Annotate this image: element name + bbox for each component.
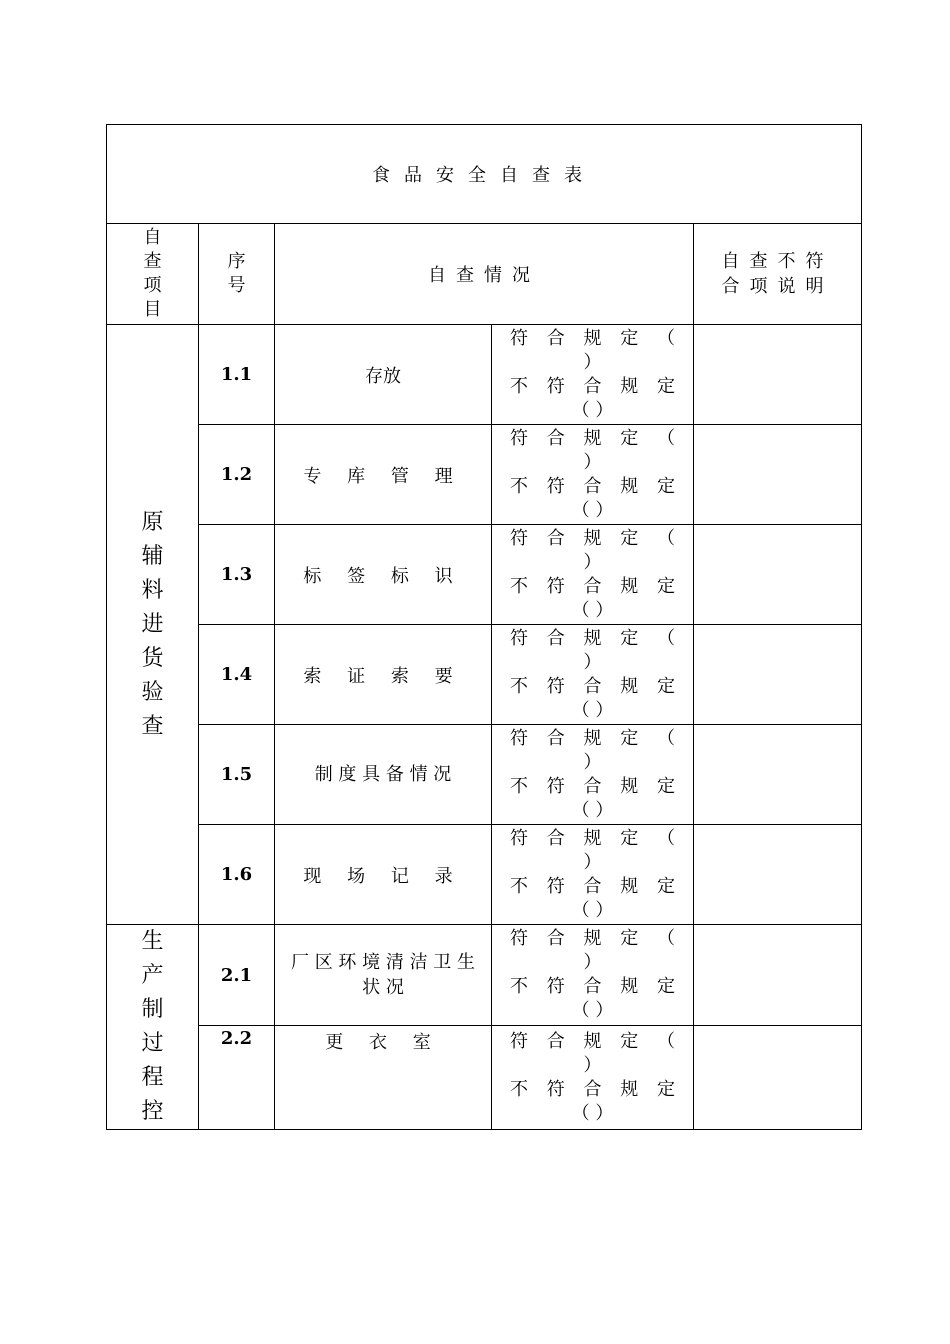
noncompliance-note[interactable]	[694, 625, 862, 725]
noncompliance-note[interactable]	[694, 1026, 862, 1130]
table-row	[107, 1026, 862, 1130]
status-options: 符 合 规 定 （ ） 不 符 合 规 定 （ ）	[492, 725, 694, 825]
item-seq: 1.1	[199, 325, 275, 425]
item-seq: 1.4	[199, 625, 275, 725]
noncompliance-note[interactable]	[694, 525, 862, 625]
noncompliance-note[interactable]	[694, 725, 862, 825]
item-name: 专 库 管 理	[275, 425, 492, 525]
table-row	[107, 925, 862, 1026]
item-name: 更 衣 室	[275, 1026, 492, 1130]
noncompliance-note[interactable]	[694, 925, 862, 1026]
header-category: 自查项目	[107, 224, 199, 325]
status-options: 符 合 规 定 （ ） 不 符 合 规 定 （ ）	[492, 325, 694, 425]
table-row	[107, 425, 862, 525]
status-options: 符 合 规 定 （ ） 不 符 合 规 定 （ ）	[492, 1026, 694, 1130]
item-name: 标 签 标 识	[275, 525, 492, 625]
table-row	[107, 325, 862, 425]
item-seq: 1.6	[199, 825, 275, 925]
noncompliance-note[interactable]	[694, 425, 862, 525]
header-noncompliance: 自查不符合项说明	[694, 224, 862, 325]
item-seq: 1.5	[199, 725, 275, 825]
table-row	[107, 725, 862, 825]
item-name: 存放	[275, 325, 492, 425]
header-seq: 序号	[199, 224, 275, 325]
item-seq: 2.1	[199, 925, 275, 1026]
self-inspection-table	[106, 124, 862, 1130]
status-options: 符 合 规 定 （ ） 不 符 合 规 定 （ ）	[492, 925, 694, 1026]
status-options: 符 合 规 定 （ ） 不 符 合 规 定 （ ）	[492, 625, 694, 725]
section-category: 生产制过程控	[107, 925, 199, 1130]
document-title: 食品安全自查表	[107, 125, 862, 224]
noncompliance-note[interactable]	[694, 825, 862, 925]
item-seq: 2.2	[199, 1026, 275, 1130]
item-name: 制 度 具 备 情 况	[275, 725, 492, 825]
table-row	[107, 825, 862, 925]
item-name: 厂 区 环 境 清 洁 卫 生 状 况	[275, 925, 492, 1026]
header-situation: 自查情况	[275, 224, 694, 325]
table-row	[107, 625, 862, 725]
item-name: 现 场 记 录	[275, 825, 492, 925]
item-seq: 1.2	[199, 425, 275, 525]
section-category: 原辅料进货验查	[107, 325, 199, 925]
status-options: 符 合 规 定 （ ） 不 符 合 规 定 （ ）	[492, 525, 694, 625]
status-options: 符 合 规 定 （ ） 不 符 合 规 定 （ ）	[492, 825, 694, 925]
noncompliance-note[interactable]	[694, 325, 862, 425]
item-name: 索 证 索 要	[275, 625, 492, 725]
status-options: 符 合 规 定 （ ） 不 符 合 规 定 （ ）	[492, 425, 694, 525]
header-row	[107, 224, 862, 325]
item-seq: 1.3	[199, 525, 275, 625]
table-row	[107, 525, 862, 625]
